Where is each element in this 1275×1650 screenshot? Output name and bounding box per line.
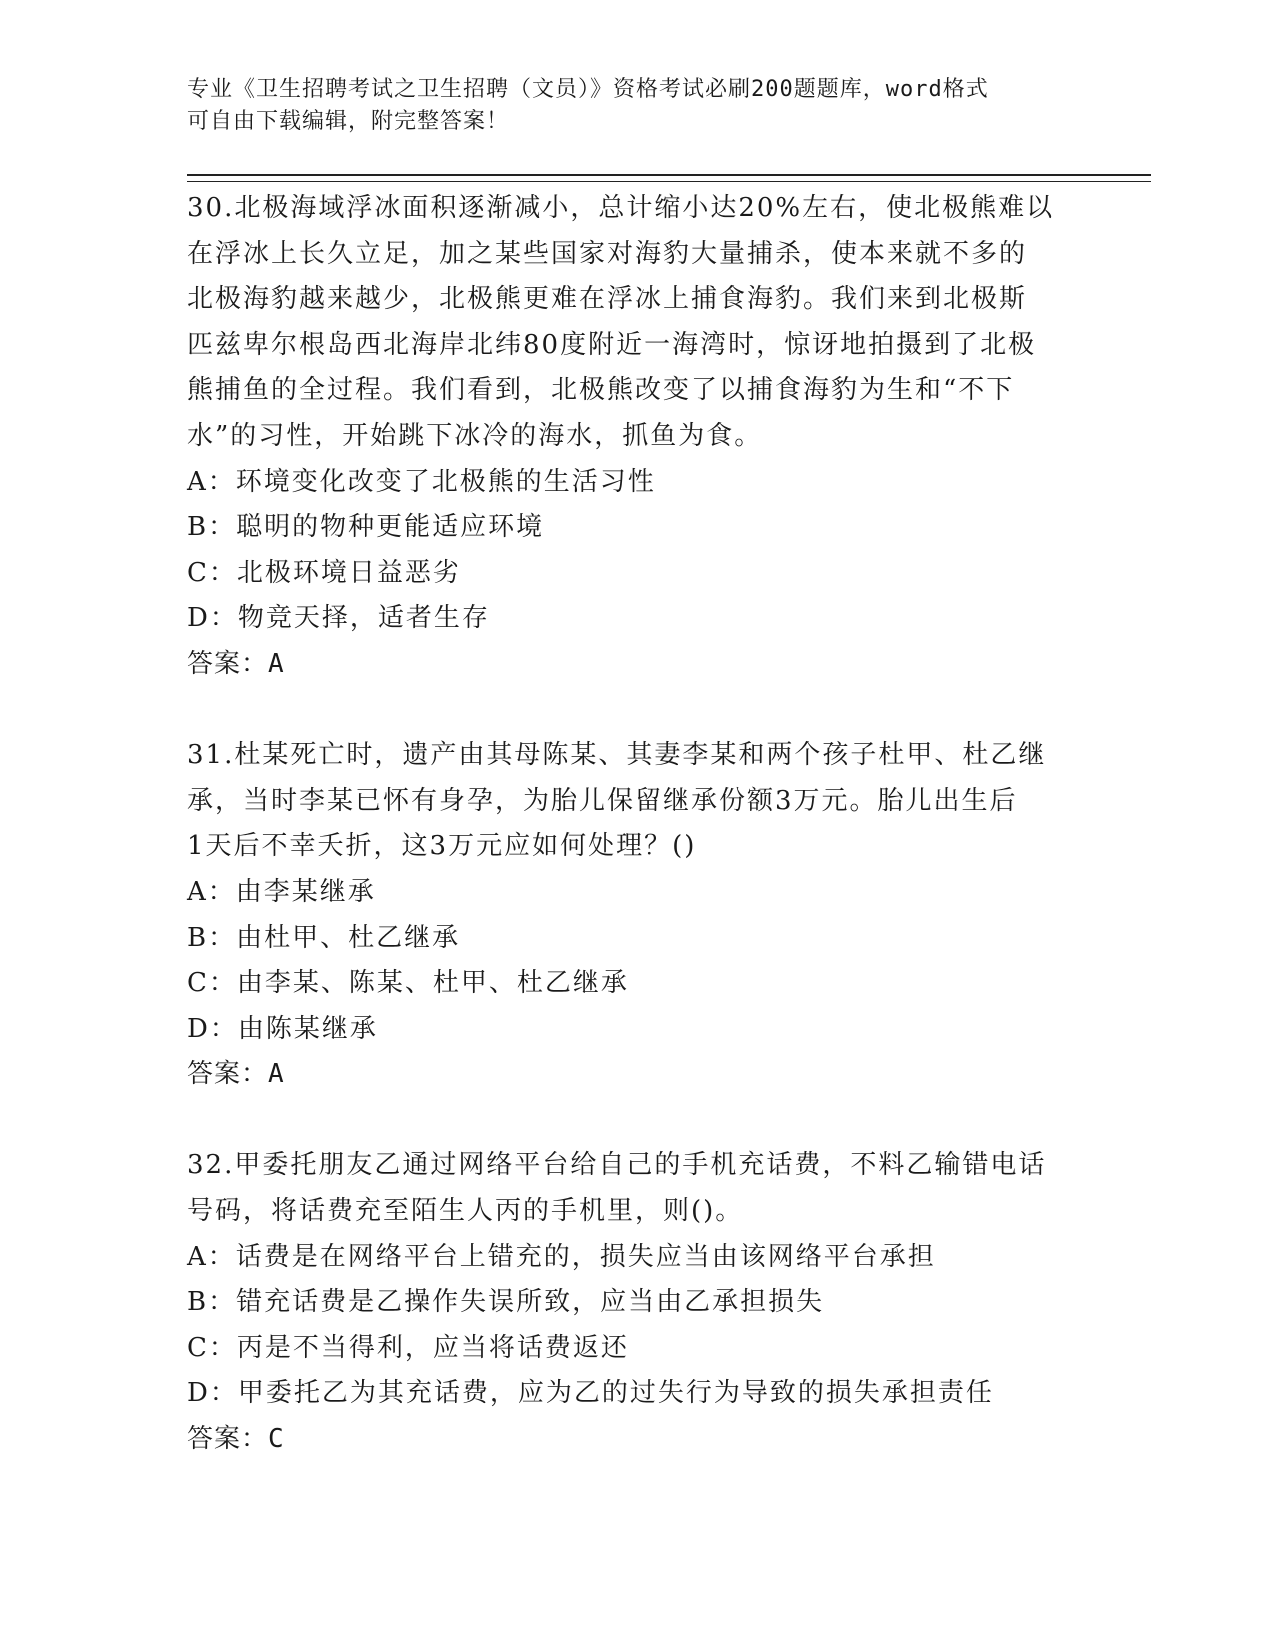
option-a: A：由李某继承	[187, 876, 376, 907]
question-30	[187, 186, 1067, 688]
option-c: C：由李某、陈某、杜甲、杜乙继承	[187, 968, 629, 999]
stem-line: 号码，将话费充至陌生人丙的手机里，则()。	[187, 1196, 744, 1227]
question-stem	[187, 733, 1067, 870]
stem-line: 1天后不幸夭折，这3万元应如何处理？()	[187, 831, 697, 862]
stem-line: 32.甲委托朋友乙通过网络平台给自己的手机充话费，不料乙输错电话	[187, 1150, 1047, 1181]
stem-line: 水”的习性，开始跳下冰冷的海水，抓鱼为食。	[187, 420, 763, 451]
answer-label: 答案：A	[187, 648, 285, 679]
option-d: D：由陈某继承	[187, 1013, 378, 1044]
question-list	[187, 186, 1067, 1463]
option-d: D：甲委托乙为其充话费，应为乙的过失行为导致的损失承担责任	[187, 1378, 994, 1409]
question-31	[187, 733, 1067, 1098]
stem-line: 匹兹卑尔根岛西北海岸北纬80度附近一海湾时，惊讶地拍摄到了北极	[187, 329, 1037, 360]
stem-line: 在浮冰上长久立足，加之某些国家对海豹大量捕杀，使本来就不多的	[187, 238, 1028, 269]
option-a: A：环境变化改变了北极熊的生活习性	[187, 466, 656, 497]
question-stem	[187, 1143, 1067, 1234]
option-b: B：聪明的物种更能适应环境	[187, 512, 545, 543]
header-rule-thick	[187, 174, 1151, 176]
option-d: D：物竞天择，适者生存	[187, 603, 490, 634]
question-spacer	[187, 1098, 1067, 1144]
question-32	[187, 1143, 1067, 1462]
header-rule-thin	[187, 181, 1151, 182]
question-spacer	[187, 688, 1067, 734]
stem-line: 30.北极海域浮冰面积逐渐减小，总计缩小达20%左右，使北极熊难以	[187, 193, 1055, 223]
header-line-2: 可自由下载编辑，附完整答案！	[187, 109, 510, 134]
stem-line: 熊捕鱼的全过程。我们看到，北极熊改变了以捕食海豹为生和“不下	[187, 375, 1015, 406]
option-c: C：丙是不当得利，应当将话费返还	[187, 1332, 629, 1363]
question-stem	[187, 186, 1067, 460]
header-line-1: 专业《卫生招聘考试之卫生招聘（文员）》资格考试必刷200题题库，word格式	[187, 77, 989, 102]
stem-line: 31.杜某死亡时，遗产由其母陈某、其妻李某和两个孩子杜甲、杜乙继	[187, 740, 1047, 771]
option-b: B：错充话费是乙操作失误所致，应当由乙承担损失	[187, 1287, 825, 1318]
document-header	[187, 74, 1067, 138]
answer-label: 答案：A	[187, 1059, 285, 1090]
option-a: A：话费是在网络平台上错充的，损失应当由该网络平台承担	[187, 1241, 936, 1272]
stem-line: 承，当时李某已怀有身孕，为胎儿保留继承份额3万元。胎儿出生后	[187, 785, 1018, 816]
option-b: B：由杜甲、杜乙继承	[187, 922, 461, 953]
stem-line: 北极海豹越来越少，北极熊更难在浮冰上捕食海豹。我们来到北极斯	[187, 284, 1028, 315]
answer-label: 答案：C	[187, 1424, 285, 1455]
option-c: C：北极环境日益恶劣	[187, 557, 461, 588]
